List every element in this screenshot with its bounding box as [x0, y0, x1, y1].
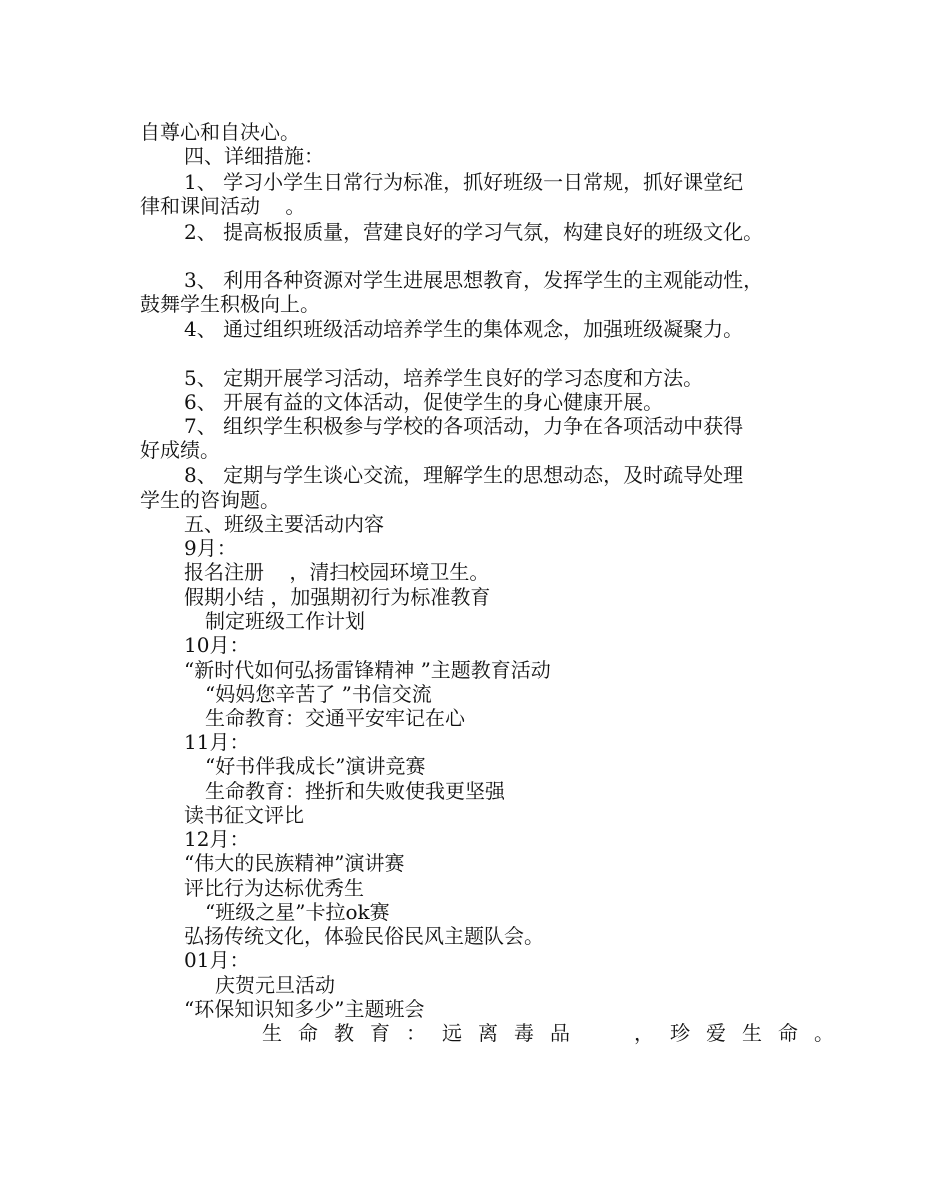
activity-item: 庆贺元旦活动: [215, 973, 335, 997]
list-item: 8、 定期与学生谈心交流，理解学生的思想动态，及时疏导处理: [184, 463, 744, 487]
month-heading: 12月：: [184, 827, 250, 851]
activity-item-spread-tail: ，珍爱生命。: [634, 1021, 850, 1045]
activity-item: 弘扬传统文化，体验民俗民风主题队会。: [184, 924, 544, 948]
text-line: 律和课间活动 。: [140, 194, 306, 218]
month-heading: 01月：: [184, 948, 250, 972]
list-item: 1、 学习小学生日常行为标准，抓好班级一日常规，抓好课堂纪: [184, 170, 744, 194]
activity-item: 制定班级工作计划: [205, 609, 365, 633]
month-heading: 10月：: [184, 633, 250, 657]
list-item: 2、 提高板报质量，营建良好的学习气氛，构建良好的班级文化。: [184, 220, 764, 244]
activity-item: 生命教育：交通平安牢记在心: [205, 706, 465, 730]
list-item: 4、 通过组织班级活动培养学生的集体观念，加强班级凝聚力。: [184, 317, 744, 341]
activity-item: “伟大的民族精神”演讲赛: [184, 851, 405, 875]
text-line: 好成绩。: [140, 438, 220, 462]
activity-item: “妈妈您辛苦了 ”书信交流: [205, 682, 432, 706]
activity-item: “新时代如何弘扬雷锋精神 ”主题教育活动: [184, 658, 551, 682]
text-line: 自尊心和自决心。: [140, 120, 300, 144]
activity-item: “好书伴我成长”演讲竞赛: [205, 754, 426, 778]
activity-item: “环保知识知多少”主题班会: [184, 997, 425, 1021]
activity-item-spread: 生命教育：远离毒品: [262, 1021, 586, 1045]
section-heading-activities: 五、班级主要活动内容: [184, 512, 384, 536]
text-line: 鼓舞学生积极向上。: [140, 292, 320, 316]
activity-item: 评比行为达标优秀生: [184, 876, 364, 900]
activity-item: “班级之星”卡拉ok赛: [205, 900, 390, 924]
section-heading-measures: 四、详细措施：: [184, 144, 324, 168]
list-item: 6、 开展有益的文体活动，促使学生的身心健康开展。: [184, 390, 664, 414]
list-item: 7、 组织学生积极参与学校的各项活动，力争在各项活动中获得: [184, 414, 744, 438]
activity-item: 生命教育：挫折和失败使我更坚强: [205, 779, 505, 803]
list-item: 5、 定期开展学习活动，培养学生良好的学习态度和方法。: [184, 366, 704, 390]
list-item: 3、 利用各种资源对学生进展思想教育，发挥学生的主观能动性，: [184, 268, 764, 292]
month-heading: 9月：: [184, 536, 237, 560]
activity-item: 读书征文评比: [184, 803, 304, 827]
activity-item: 假期小结 ，加强期初行为标准教育: [184, 585, 491, 609]
activity-item: 报名注册 ，清扫校园环境卫生。: [184, 560, 490, 584]
text-line: 学生的咨询题。: [140, 488, 280, 512]
month-heading: 11月：: [184, 730, 250, 754]
